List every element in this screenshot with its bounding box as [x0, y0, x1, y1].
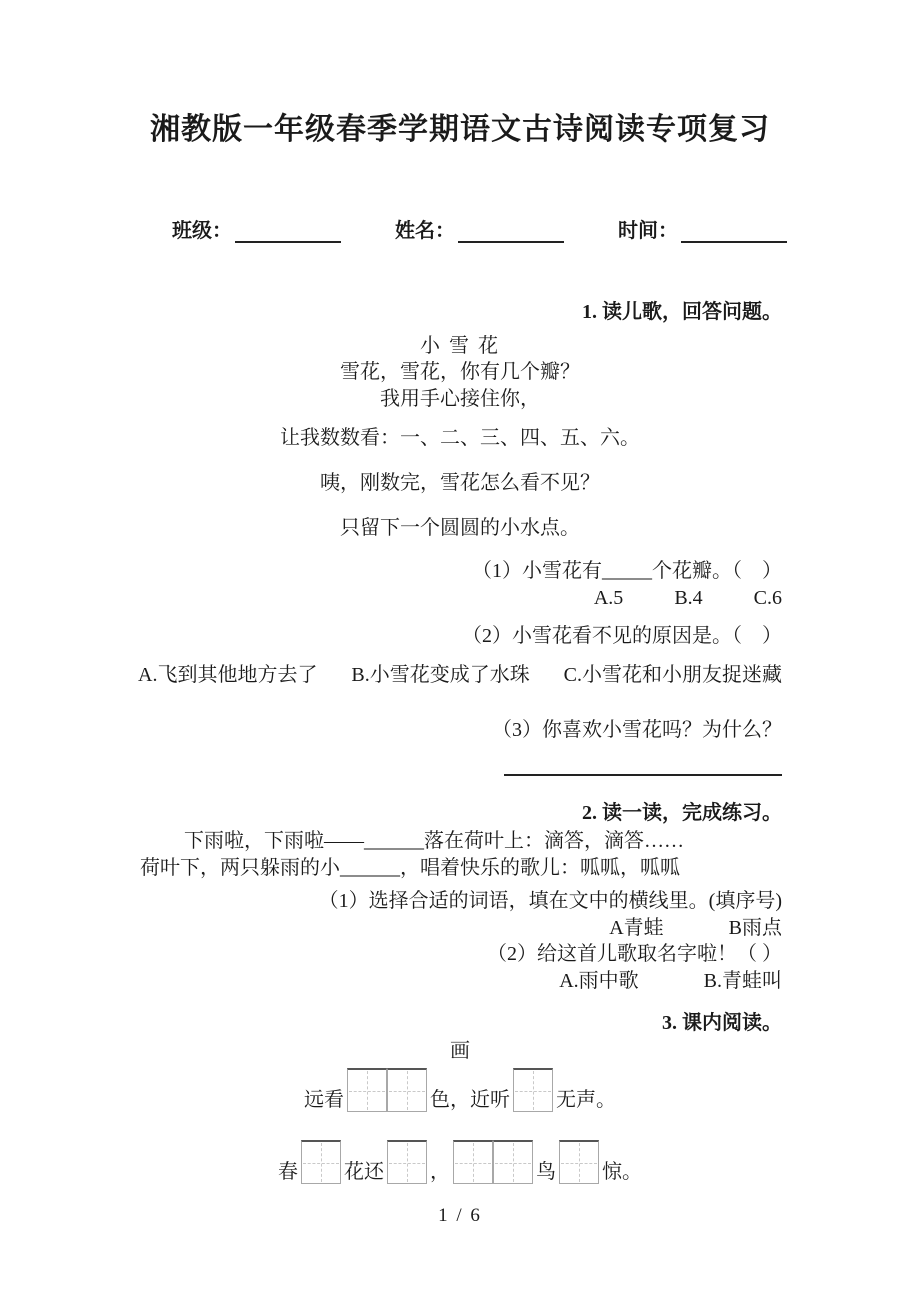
option-c: C.6 [753, 587, 782, 609]
option-c: C.小雪花和小朋友捉迷藏 [563, 664, 782, 686]
section-1-question-2-options [138, 662, 782, 689]
section-1-question-1: （1）小雪花有_____个花瓣。（ ） [472, 560, 782, 582]
line-text: 鸟 [536, 1161, 556, 1183]
poem-2-title: 画 [450, 1040, 470, 1062]
line-text: 春 [278, 1161, 298, 1183]
option-a: A.5 [593, 587, 624, 609]
writing-box-cell [387, 1068, 427, 1112]
option-a: A.雨中歌 [559, 970, 639, 992]
writing-box-cell [347, 1068, 387, 1112]
class-blank-line [235, 219, 341, 243]
writing-box-single [513, 1068, 553, 1112]
writing-box-cell [513, 1068, 553, 1112]
option-a: A.飞到其他地方去了 [138, 664, 318, 686]
section-1-heading: 1. 读儿歌，回答问题。 [582, 301, 782, 323]
writing-box-cell [493, 1140, 533, 1184]
writing-box-double [347, 1068, 427, 1112]
option-b: B.小雪花变成了水珠 [351, 664, 530, 686]
section-1-question-2: （2）小雪花看不见的原因是。（ ） [462, 625, 782, 647]
line-text: 花还 [344, 1161, 384, 1183]
section-2-question-2-options [138, 968, 782, 994]
name-label: 姓名： [395, 220, 455, 242]
option-b: B.4 [674, 587, 703, 609]
section-2-question-2: （2）给这首儿歌取名字啦！（ ） [487, 943, 782, 965]
writing-box-cell [559, 1140, 599, 1184]
page-number: 1 / 6 [438, 1205, 482, 1226]
section-1-question-1-options [138, 585, 782, 611]
section-2-text-line: 下雨啦，下雨啦——______落在荷叶上：滴答，滴答…… [184, 830, 684, 852]
section-2-heading: 2. 读一读，完成练习。 [582, 802, 782, 824]
section-3-heading: 3. 课内阅读。 [662, 1012, 782, 1034]
line-text: 无声。 [556, 1089, 616, 1111]
line-text: 惊。 [602, 1161, 642, 1183]
poem-line: 雪花，雪花，你有几个瓣？ [340, 361, 580, 383]
line-text: ， [430, 1161, 450, 1183]
writing-box-double [453, 1140, 533, 1184]
class-field [172, 214, 341, 243]
option-b: B.青蛙叫 [703, 970, 782, 992]
writing-box-single [559, 1140, 599, 1184]
writing-box-cell [453, 1140, 493, 1184]
section-2-text-line: 荷叶下，两只躲雨的小______，唱着快乐的歌儿：呱呱，呱呱 [140, 857, 680, 879]
name-blank-line [458, 219, 564, 243]
poem-line: 我用手心接住你， [380, 388, 540, 410]
writing-box-single [301, 1140, 341, 1184]
fill-in-line-2 [138, 1140, 782, 1184]
line-text: 远看 [304, 1089, 344, 1111]
fill-in-line-1 [138, 1068, 782, 1112]
option-a: A青蛙 [609, 917, 664, 939]
poem-line: 让我数数看：一、二、三、四、五、六。 [280, 427, 640, 449]
writing-box-single [387, 1140, 427, 1184]
option-b: B雨点 [728, 917, 782, 939]
time-label: 时间： [618, 220, 678, 242]
worksheet-content [138, 299, 782, 1184]
poem-1-title: 小 雪 花 [420, 335, 500, 357]
section-2-question-1-options [138, 915, 782, 941]
time-field [618, 214, 787, 243]
student-info-row [172, 214, 920, 243]
class-label: 班级： [172, 220, 232, 242]
writing-box-cell [301, 1140, 341, 1184]
line-text: 色，近听 [430, 1089, 510, 1111]
answer-blank-line [504, 774, 782, 776]
section-2-question-1: （1）选择合适的词语，填在文中的横线里。(填序号) [318, 890, 782, 912]
page-title: 湘教版一年级春季学期语文古诗阅读专项复习 [150, 113, 770, 146]
section-1-question-3: （3）你喜欢小雪花吗？为什么？ [492, 719, 782, 741]
writing-box-cell [387, 1140, 427, 1184]
poem-line: 咦，刚数完，雪花怎么看不见？ [320, 472, 600, 494]
name-field [395, 214, 564, 243]
time-blank-line [681, 219, 787, 243]
poem-line: 只留下一个圆圆的小水点。 [340, 517, 580, 539]
